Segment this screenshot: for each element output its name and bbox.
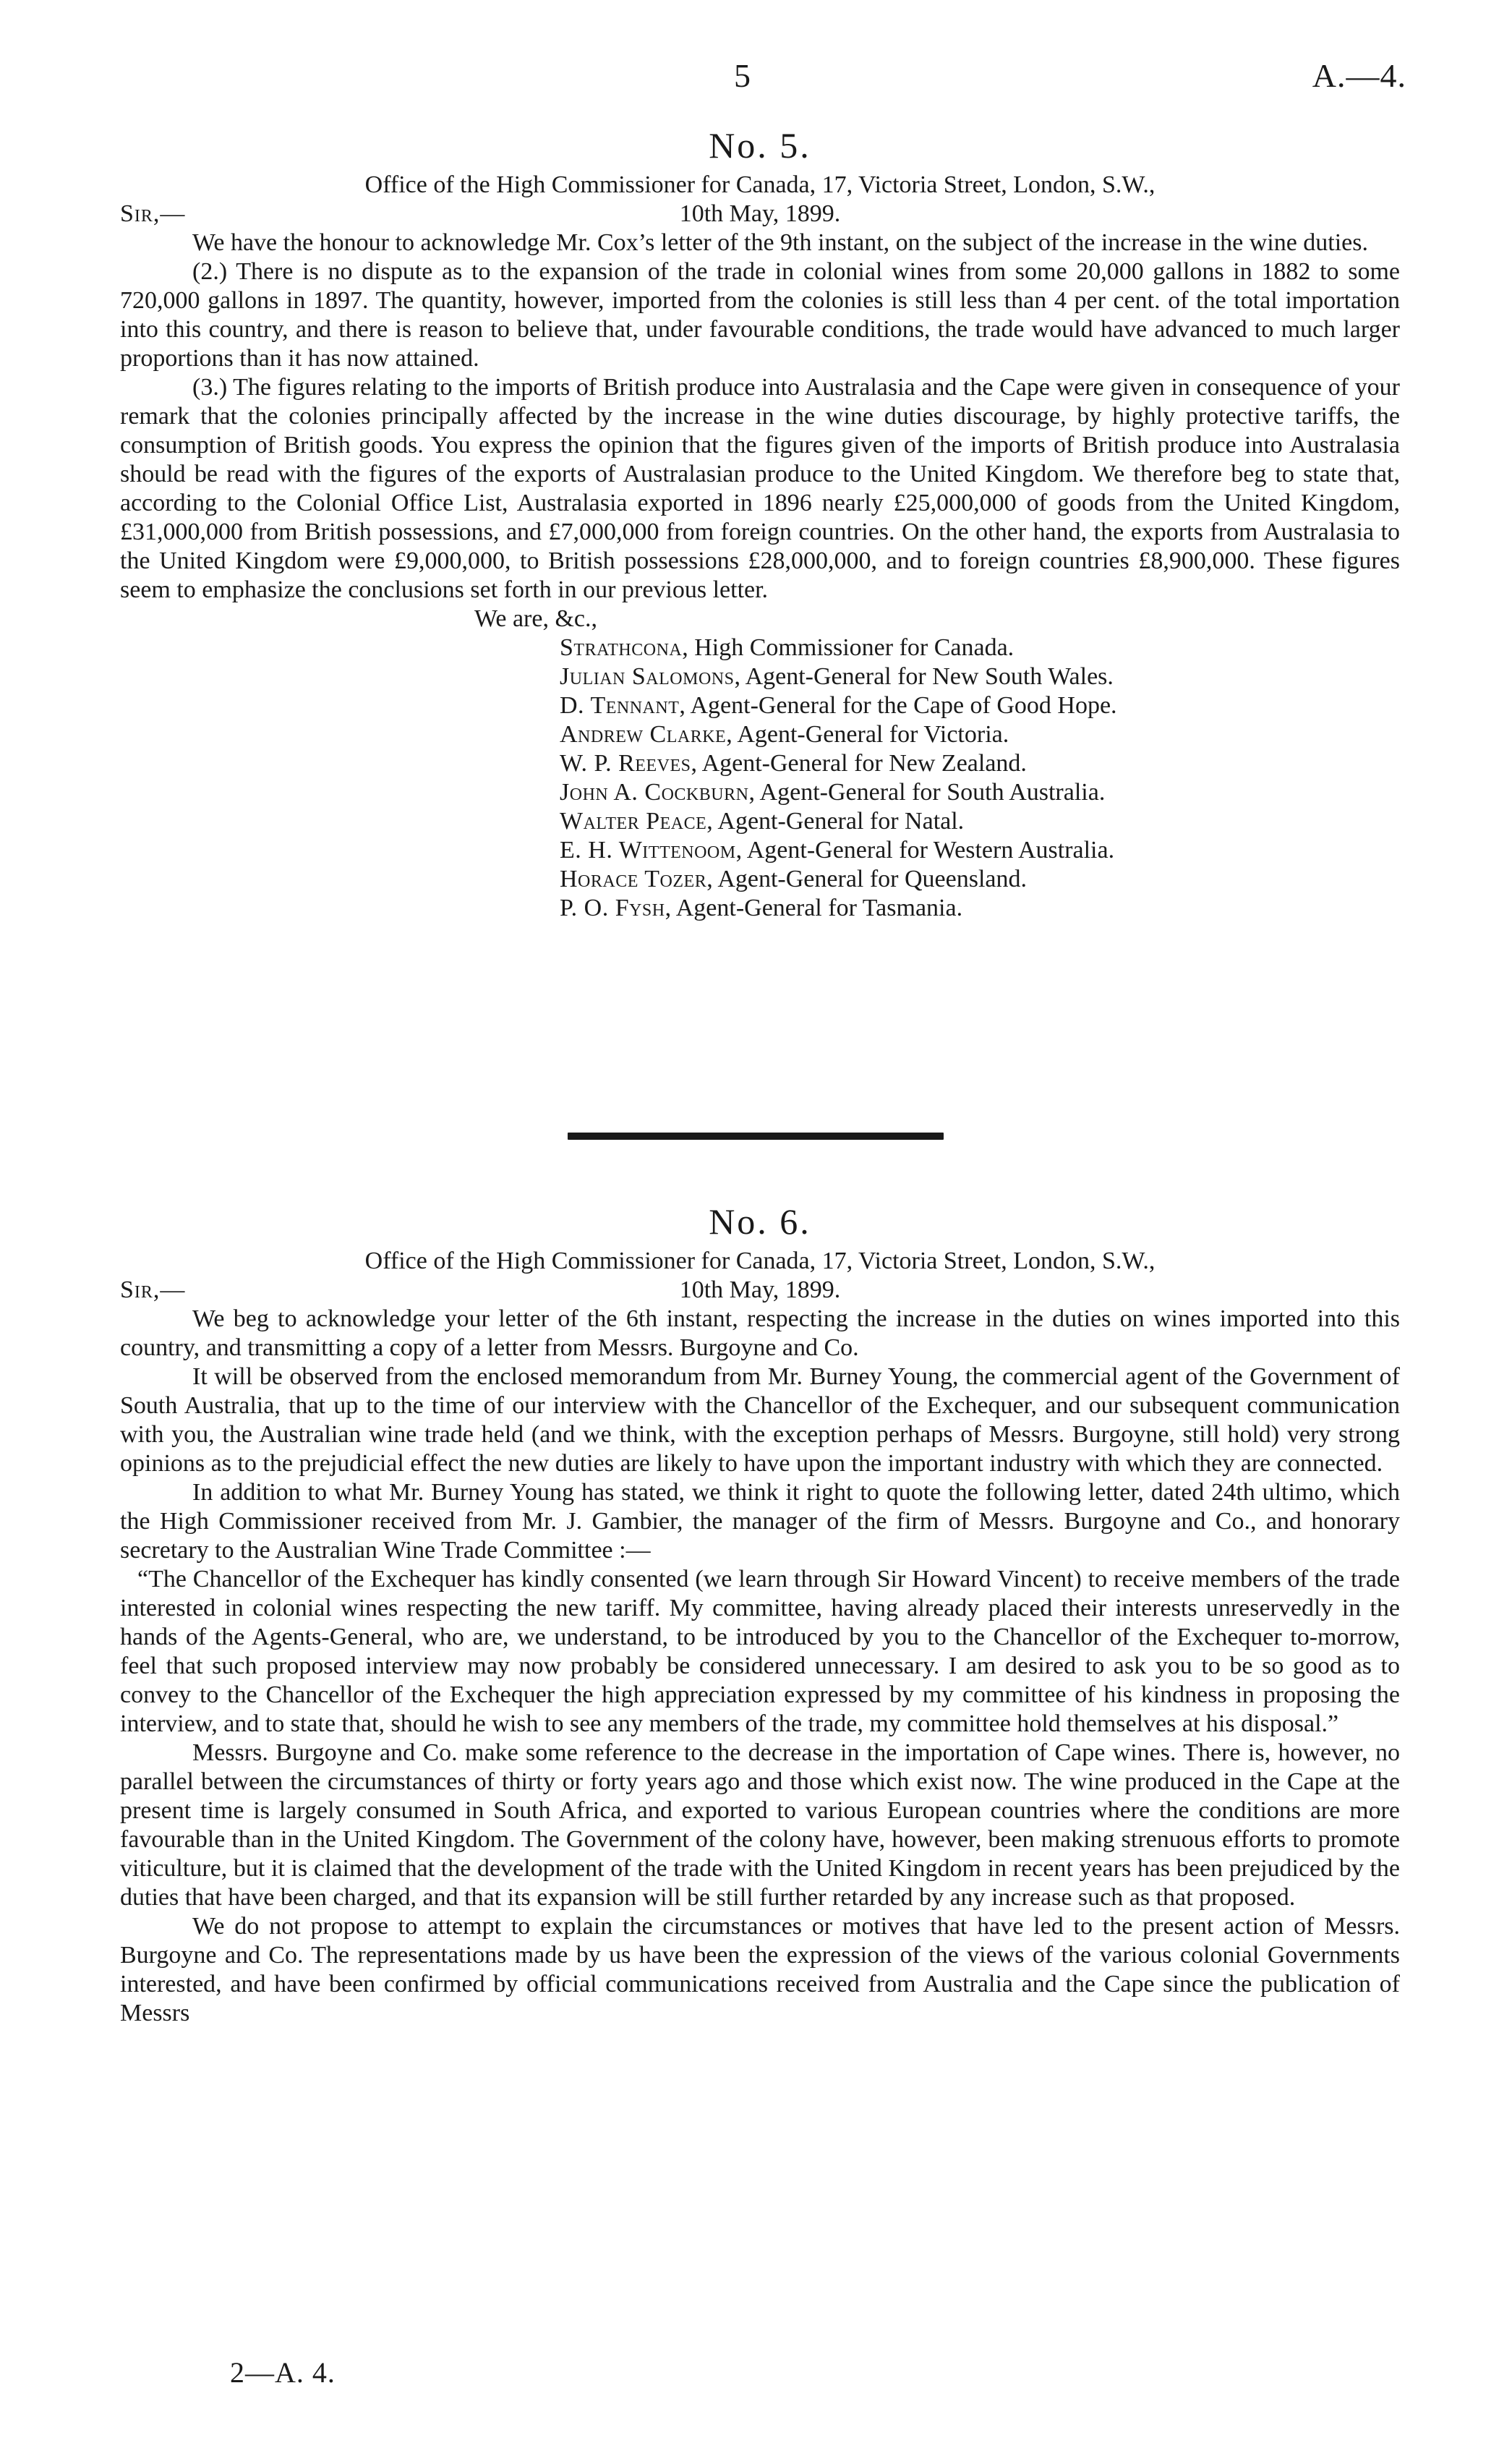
signatory xyxy=(560,662,1400,691)
paragraph: (2.) There is no dispute as to the expansion of the trade in colonial wines from some 20,000 gallons in 1882 to some 720,000 gallons in 1897. The quantity, however, imported from the colonies is still less than 4 per cent. of the total importation into this country, and there is reason to believe that, under favourable conditions, the trade would have advanced to much larger proportions than it has now attained. xyxy=(120,258,1400,372)
page-number: 5 xyxy=(734,57,751,94)
signatory xyxy=(560,720,1400,749)
signatory xyxy=(560,894,1400,923)
signatory-name: Strathcona xyxy=(560,634,683,661)
signature-mark: 2—A. 4. xyxy=(230,2356,336,2389)
signatory xyxy=(560,778,1400,807)
salutation-date-row xyxy=(120,200,1400,229)
signatory-name: Julian Salomons xyxy=(560,663,735,690)
signatory xyxy=(560,634,1400,662)
signatory-name: P. O. Fysh xyxy=(560,895,665,921)
salutation-date-row xyxy=(120,1276,1400,1305)
section-divider xyxy=(568,1133,944,1140)
letter-no-5 xyxy=(120,124,1400,923)
signatory-name: W. P. Reeves xyxy=(560,750,691,777)
letter-date: 10th May, 1899. xyxy=(679,200,841,227)
signatory-title: , Agent-General for Western Australia. xyxy=(735,837,1115,864)
signatory-name: Horace Tozer xyxy=(560,866,707,892)
signatory xyxy=(560,807,1400,836)
signatory-title: , Agent-General for New Zealand. xyxy=(691,750,1027,777)
paragraph: We have the honour to acknowledge Mr. Cox’s letter of the 9th instant, on the subject of the increase in the wine duties. xyxy=(192,229,1369,256)
letter-title: No. 5. xyxy=(709,125,811,166)
letter-address: Office of the High Commissioner for Canada, 17, Victoria Street, London, S.W., xyxy=(364,1248,1156,1274)
signatory-name: Andrew Clarke xyxy=(560,721,727,748)
signatory-title: , Agent-General for Victoria. xyxy=(726,721,1009,748)
paragraph: In addition to what Mr. Burney Young has stated, we think it right to quote the following letter, dated 24th ultimo, which the High Commissioner received from Mr. J. Gambier, the manager of the firm of Messrs. Burgoyne and Co., and honorary secretary to the Australian Wine Trade Committee :— xyxy=(120,1479,1400,1564)
signatory-name: Walter Peace xyxy=(560,808,707,835)
signatory-name: E. H. Wittenoom xyxy=(560,837,736,864)
page-header xyxy=(0,56,1512,107)
signatory xyxy=(560,836,1400,865)
signatory-name: D. Tennant xyxy=(560,692,680,719)
signatory xyxy=(560,691,1400,720)
letter-date: 10th May, 1899. xyxy=(679,1276,841,1303)
letter-address: Office of the High Commissioner for Canada, 17, Victoria Street, London, S.W., xyxy=(364,171,1156,198)
signatory-name: John A. Cockburn xyxy=(560,779,749,806)
document-reference: A.—4. xyxy=(1312,57,1406,94)
signatory-title: , Agent-General for Tasmania. xyxy=(665,895,963,921)
quoted-letter: “The Chancellor of the Exchequer has kindly consented (we learn through Sir Howard Vincent) to receive members of the trade interested in colonial wines respecting the new tariff. My committee, having already placed their interests unreservedly in the hands of the Agents-General, who are, we understand, to be introduced by you to the Chancellor of the Exchequer to-morrow, feel that such proposed interview may now probably be considered unnecessary. I am desired to ask you to be so good as to convey to the Chancellor of the Exchequer the high appreciation expressed by my committee of his kindness in proposing the interview, and to state that, should he wish to see any members of the trade, my committee hold themselves at his disposal.” xyxy=(120,1566,1400,1737)
signatory-title: , Agent-General for Natal. xyxy=(706,808,965,835)
signatory-title: , High Commissioner for Canada. xyxy=(682,634,1015,661)
paragraph: It will be observed from the enclosed memorandum from Mr. Burney Young, the commercial agent of the Government of South Australia, that up to the time of our interview with the Chancellor of the Exchequer, and our subsequent communication with you, the Australian wine trade held (and we think, with the exception perhaps of Messrs. Burgoyne, still hold) very strong opinions as to the prejudicial effect the new duties are likely to have upon the important industry with which they are connected. xyxy=(120,1363,1400,1477)
signatory xyxy=(560,749,1400,778)
signatory xyxy=(560,865,1400,894)
paragraph: We beg to acknowledge your letter of the 6th instant, respecting the increase in the duties on wines imported into this country, and transmitting a copy of a letter from Messrs. Burgoyne and Co. xyxy=(120,1305,1400,1361)
signatory-list xyxy=(120,634,1400,923)
paragraph: (3.) The figures relating to the imports of British produce into Australasia and the Cape were given in consequence of your remark that the colonies principally affected by the increase in the wine duties discourage, by highly protective tariffs, the consumption of British goods. You express the opinion that the figures given of the imports of British produce into Australasia should be read with the figures of the exports of Australasian produce to the United Kingdom. We therefore beg to state that, according to the Colonial Office List, Australasia exported in 1896 nearly £25,000,000 of goods from the United Kingdom, £31,000,000 from British possessions, and £7,000,000 from foreign countries. On the other hand, the exports from Australasia to the United Kingdom were £9,000,000, to British possessions £28,000,000, and to foreign countries £8,900,000. These figures seem to emphasize the conclusions set forth in our previous letter. xyxy=(120,374,1400,603)
salutation: Sir,— xyxy=(120,1276,186,1303)
signatory-title: , Agent-General for Queensland. xyxy=(706,866,1027,892)
salutation: Sir,— xyxy=(120,200,186,227)
signatory-title: , Agent-General for South Australia. xyxy=(748,779,1106,806)
signatory-title: , Agent-General for New South Wales. xyxy=(734,663,1114,690)
paragraph: Messrs. Burgoyne and Co. make some reference to the decrease in the importation of Cape wines. There is, however, no parallel between the circumstances of thirty or forty years ago and those which exist now. The wine produced in the Cape at the present time is largely consumed in South Africa, and exported to various European countries where the conditions are more favourable than in the United Kingdom. The Government of the colony have, however, been making strenuous efforts to promote viticulture, but it is claimed that the development of the trade with the United Kingdom in recent years has been prejudiced by the duties that have been charged, and that its expansion will be still further retarded by any increase such as that proposed. xyxy=(120,1739,1400,1911)
signatory-title: , Agent-General for the Cape of Good Hope. xyxy=(679,692,1117,719)
letter-title: No. 6. xyxy=(709,1201,811,1242)
paragraph: We do not propose to attempt to explain the circumstances or motives that have led to the present action of Messrs. Burgoyne and Co. The representations made by us have been the expression of the views of the various colonial Governments interested, and have been confirmed by official communications received from Australia and the Cape since the publication of Messrs xyxy=(120,1913,1400,2026)
letter-no-6 xyxy=(120,1201,1400,2028)
closing: We are, &c., xyxy=(474,605,597,632)
